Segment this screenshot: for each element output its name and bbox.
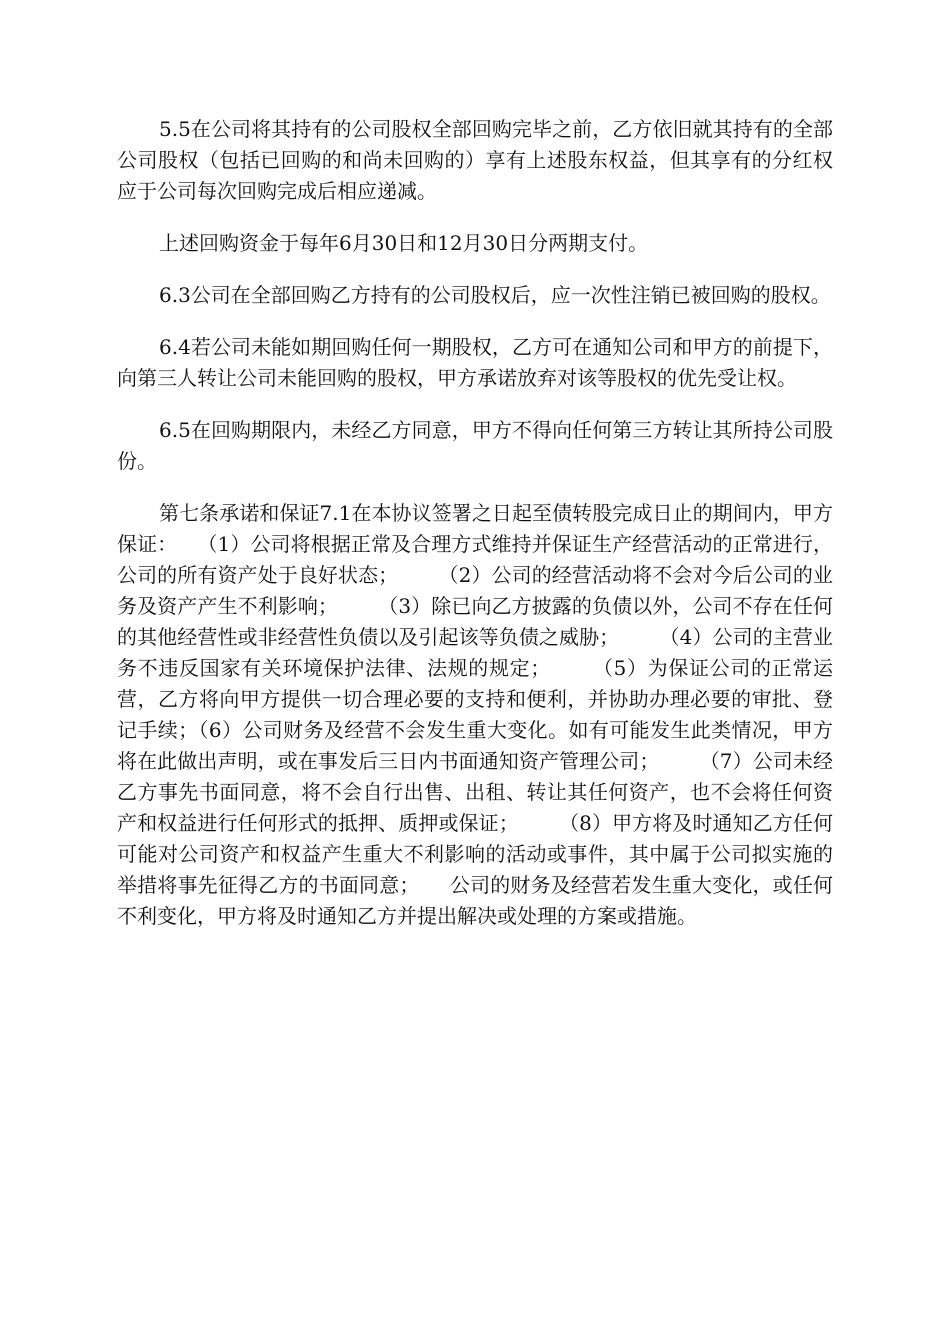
paragraph-6-4: 6.4若公司未能如期回购任何一期股权，乙方可在通知公司和甲方的前提下，向第三人转让公司未能回购的股权，甲方承诺放弃对该等股权的优先受让权。 [117,335,833,390]
paragraph-5-5: 5.5在公司将其持有的公司股权全部回购完毕之前，乙方依旧就其持有的全部公司股权（包括已回购的和尚未回购的）享有上述股东权益，但其享有的分红权应于公司每次回购完成后相应递减。 [117,117,833,203]
document-page [117,114,833,932]
paragraph-article-7: 第七条承诺和保证7.1在本协议签署之日起至债转股完成日止的期间内，甲方保证： （1）公司将根据正常及合理方式维持并保证生产经营活动的正常进行，公司的所有资产处于良好状态； （2）公司的经营活动将不会对今后公司的业务及资产产生不利影响； （3）除已向乙方披露的负债以外，公司不存在任何的其他经营性或非经营性负债以及引起该等负债之威胁； （4）公司的主营业务不违反国家有关环境保护法律、法规的规定； （5）为保证公司的正常运营，乙方将向甲方提供一切合理必要的支持和便利，并协助办理必要的审批、登记手续；（6）公司财务及经营不会发生重大变化。如有可能发生此类情况，甲方将在此做出声明，或在事发后三日内书面通知资产管理公司； （7）公司未经乙方事先书面同意，将不会自行出售、出租、转让其任何资产，也不会将任何资产和权益进行任何形式的抵押、质押或保证； （8）甲方将及时通知乙方任何可能对公司资产和权益产生重大不利影响的活动或事件，其中属于公司拟实施的举措将事先征得乙方的书面同意； 公司的财务及经营若发生重大变化，或任何不利变化，甲方将及时通知乙方并提出解决或处理的方案或措施。 [117,501,833,928]
paragraph-6-5: 6.5在回购期限内，未经乙方同意，甲方不得向任何第三方转让其所持公司股份。 [117,418,833,473]
paragraph-6-3: 6.3公司在全部回购乙方持有的公司股权后，应一次性注销已被回购的股权。 [159,283,831,307]
paragraph-payment-schedule: 上述回购资金于每年6月30日和12月30日分两期支付。 [159,231,649,255]
